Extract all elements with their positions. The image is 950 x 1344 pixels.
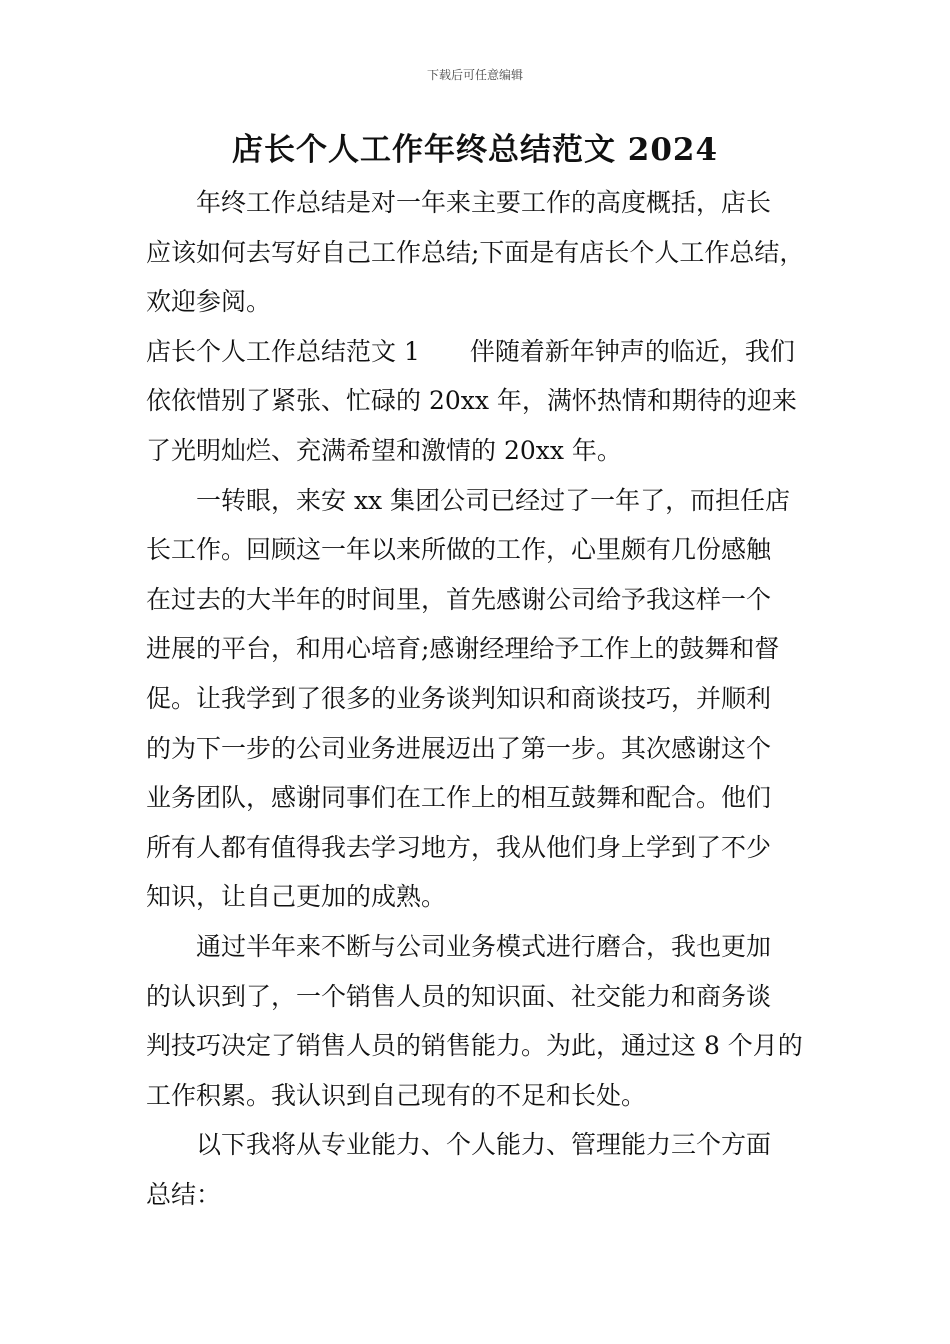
- page-header-note: 下载后可任意编辑: [426, 68, 523, 82]
- body-line: 店长个人工作总结范文 1 伴随着新年钟声的临近，我们: [146, 336, 795, 366]
- document-title: 店长个人工作年终总结范文 2024: [231, 132, 719, 168]
- body-line: 依依惜别了紧张、忙碌的 20xx 年，满怀热情和期待的迎来: [146, 386, 797, 416]
- body-line: 长工作。回顾这一年以来所做的工作，心里颇有几份感触: [146, 535, 772, 565]
- body-line: 知识，让自己更加的成熟。: [146, 882, 447, 912]
- body-line: 年终工作总结是对一年来主要工作的高度概括，店长: [146, 188, 772, 217]
- body-line: 了光明灿烂、充满希望和激情的 20xx 年。: [146, 435, 622, 465]
- body-line: 欢迎参阅。: [146, 287, 272, 317]
- body-line: 以下我将从专业能力、个人能力、管理能力三个方面: [146, 1130, 772, 1160]
- body-line: 通过半年来不断与公司业务模式进行磨合，我也更加: [146, 931, 772, 961]
- body-line: 促。让我学到了很多的业务谈判知识和商谈技巧，并顺利: [146, 683, 772, 713]
- body-line: 的认识到了，一个销售人员的知识面、社交能力和商务谈: [146, 981, 772, 1011]
- body-line: 判技巧决定了销售人员的销售能力。为此，通过这 8 个月的: [146, 1031, 803, 1061]
- body-line: 一转眼，来安 xx 集团公司已经过了一年了，而担任店: [146, 485, 791, 515]
- body-line: 应该如何去写好自己工作总结;下面是有店长个人工作总结，: [146, 237, 805, 267]
- document-body: [146, 178, 816, 1219]
- body-line: 工作积累。我认识到自己现有的不足和长处。: [146, 1080, 647, 1110]
- body-line: 业务团队，感谢同事们在工作上的相互鼓舞和配合。他们: [146, 783, 772, 813]
- body-line: 总结：: [146, 1179, 222, 1209]
- body-line: 所有人都有值得我去学习地方，我从他们身上学到了不少: [146, 832, 772, 862]
- body-line: 进展的平台，和用心培育;感谢经理给予工作上的鼓舞和督: [146, 634, 780, 664]
- body-line: 在过去的大半年的时间里，首先感谢公司给予我这样一个: [146, 584, 772, 614]
- body-line: 的为下一步的公司业务进展迈出了第一步。其次感谢这个: [146, 733, 772, 763]
